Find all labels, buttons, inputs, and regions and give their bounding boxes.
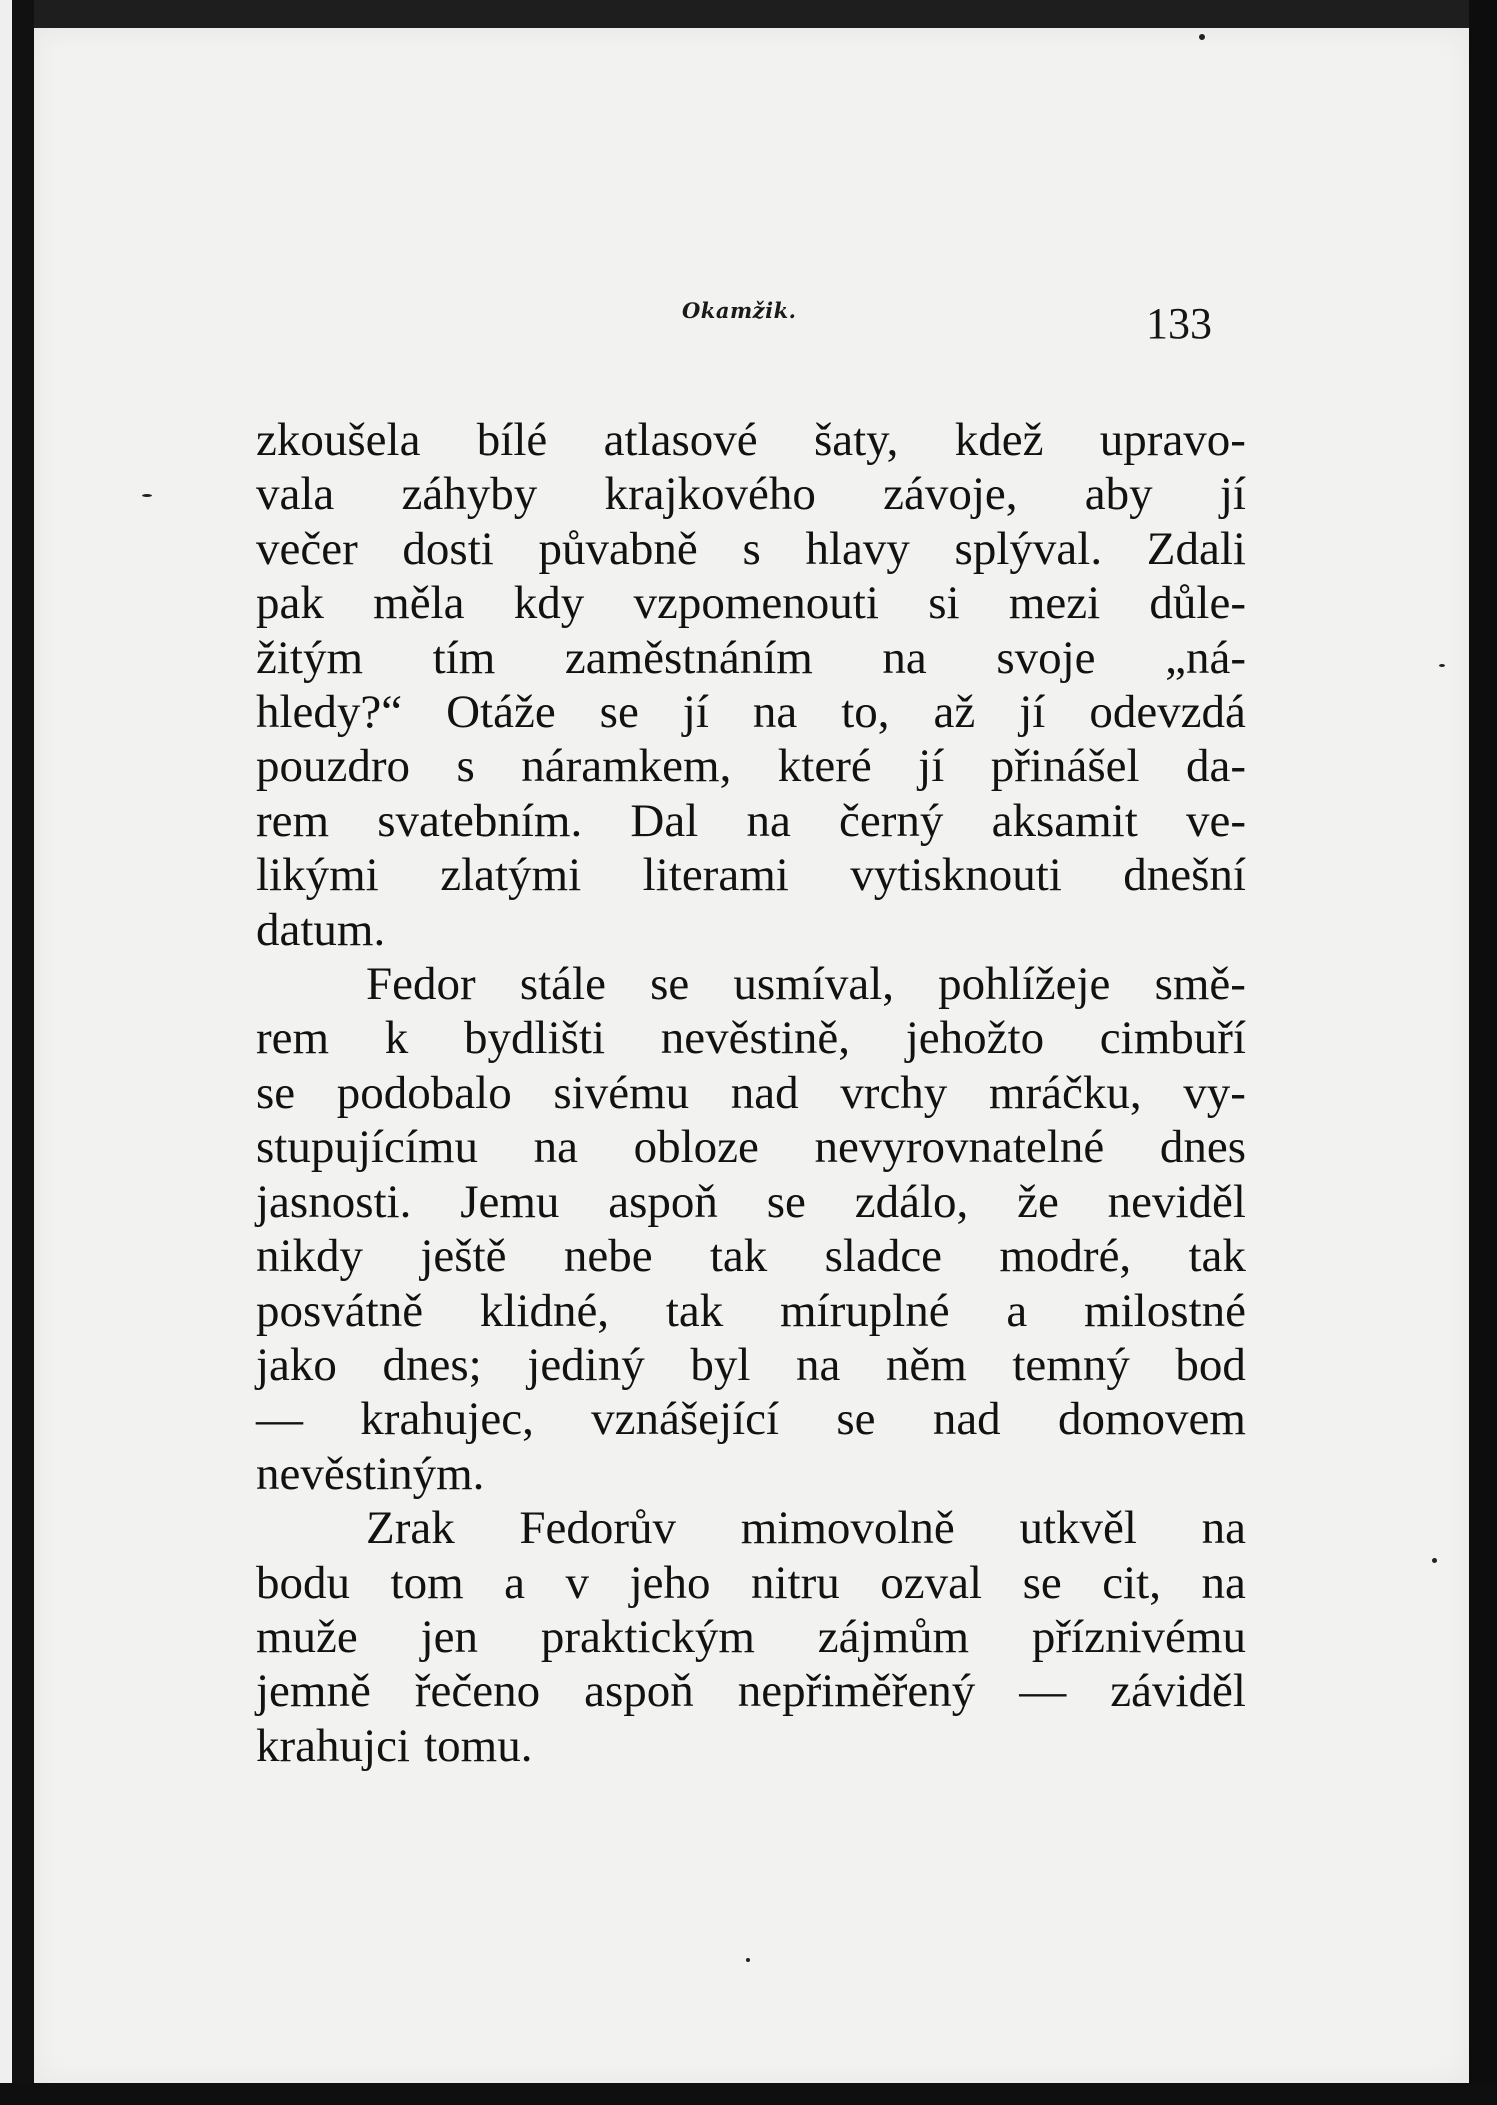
- word: klidné,: [479, 1284, 610, 1337]
- word: dosti: [402, 522, 494, 575]
- word: nevěstiným.: [256, 1447, 485, 1500]
- word: důle-: [1149, 577, 1246, 630]
- word: mimovolně: [740, 1502, 955, 1555]
- word: na: [746, 794, 791, 847]
- word: a: [1006, 1284, 1028, 1337]
- word: jí: [1219, 468, 1246, 521]
- word: až: [933, 686, 976, 739]
- word: jeho: [629, 1556, 711, 1609]
- word: tak: [665, 1284, 724, 1337]
- word: šaty,: [813, 414, 899, 466]
- text-line: [256, 631, 1246, 685]
- text-line: [256, 1011, 1246, 1065]
- word: náramkem,: [521, 740, 732, 793]
- word: vy-: [1183, 1066, 1246, 1119]
- word: bodu: [256, 1556, 350, 1609]
- word: půvabně: [538, 522, 698, 575]
- word: sivému: [553, 1066, 690, 1119]
- word: nad: [730, 1066, 799, 1119]
- word: krahujci: [256, 1719, 410, 1772]
- word: stále: [519, 958, 606, 1011]
- word: utkvěl: [1019, 1502, 1137, 1555]
- word: neviděl: [1107, 1175, 1246, 1228]
- word: vrchy: [840, 1066, 948, 1119]
- word: obloze: [633, 1121, 759, 1174]
- word: dnes: [1159, 1121, 1246, 1174]
- word: večer: [256, 522, 358, 575]
- word: ve-: [1185, 794, 1246, 847]
- word: ještě: [420, 1230, 507, 1283]
- word: smě-: [1154, 958, 1246, 1011]
- text-line: [256, 1447, 1246, 1501]
- word: muže: [256, 1610, 358, 1663]
- word: bílé: [476, 414, 548, 466]
- scan-edge-left: [0, 0, 12, 2105]
- word: řečeno: [414, 1665, 541, 1718]
- word: posvátně: [256, 1284, 424, 1337]
- text-line: [256, 1719, 1246, 1773]
- word: pouzdro: [256, 740, 411, 793]
- word: ozval: [880, 1556, 983, 1609]
- text-line: [256, 1610, 1246, 1664]
- word: tak: [1188, 1230, 1246, 1283]
- word: aksamit: [991, 794, 1138, 847]
- scan-speck: [746, 1958, 750, 1962]
- word: krajkového: [604, 468, 816, 521]
- word: nevěstině,: [660, 1012, 851, 1065]
- text-line: [256, 1392, 1246, 1446]
- word: přinášel: [990, 740, 1140, 793]
- scan-speck: [1439, 664, 1445, 667]
- word: Otáže: [446, 686, 556, 739]
- text-line: [256, 903, 1246, 957]
- word: zkoušela: [256, 414, 421, 466]
- word: usmíval,: [733, 958, 894, 1011]
- word: Dal: [630, 794, 699, 847]
- word: se: [766, 1175, 806, 1228]
- word: krahujec,: [360, 1393, 534, 1446]
- word: vala: [256, 468, 335, 521]
- word: hlavy: [805, 522, 910, 575]
- text-line: [256, 1338, 1246, 1392]
- word: se: [599, 686, 639, 739]
- word: na: [533, 1121, 578, 1174]
- word: bod: [1175, 1338, 1246, 1391]
- word: cit,: [1102, 1556, 1161, 1609]
- text-line: [256, 957, 1246, 1011]
- word: domovem: [1057, 1393, 1246, 1446]
- word: aspoň: [608, 1175, 718, 1228]
- word: to,: [841, 686, 890, 739]
- word: dnes;: [382, 1338, 482, 1391]
- word: dnešní: [1123, 849, 1246, 902]
- word: „ná-: [1165, 631, 1246, 684]
- word: míruplné: [779, 1284, 950, 1337]
- word: aspoň: [584, 1665, 694, 1718]
- word: jediný: [527, 1338, 645, 1391]
- text-line: [256, 1664, 1246, 1718]
- word: jehožto: [905, 1012, 1045, 1065]
- word: jemně: [256, 1665, 371, 1718]
- word: hledy?“: [256, 686, 403, 739]
- word: datum.: [256, 903, 386, 956]
- word: vznášející: [591, 1393, 780, 1446]
- text-line: [256, 576, 1246, 630]
- word: záhyby: [401, 468, 538, 521]
- word: Fedor: [366, 958, 476, 1011]
- word: byl: [690, 1338, 751, 1391]
- word: rem: [256, 1012, 330, 1065]
- word: milostné: [1084, 1284, 1246, 1337]
- word: měla: [373, 577, 465, 630]
- word: tomu.: [424, 1719, 533, 1772]
- scan-gutter-left: [12, 0, 34, 2105]
- scan-gutter-right: [1469, 0, 1497, 2105]
- scan-speck: [1199, 34, 1205, 40]
- word: svoje: [996, 631, 1096, 684]
- word: zlatými: [440, 849, 582, 902]
- text-line: [256, 1120, 1246, 1174]
- word: příznivému: [1031, 1610, 1246, 1663]
- word: aby: [1084, 468, 1153, 521]
- word: bydlišti: [464, 1012, 606, 1065]
- word: atlasové: [603, 414, 758, 466]
- text-line: [256, 1066, 1246, 1120]
- word: k: [384, 1012, 409, 1065]
- word: kdy: [513, 577, 585, 630]
- book-page: [34, 28, 1469, 2083]
- word: jí: [918, 740, 945, 793]
- word: odevzdá: [1089, 686, 1246, 739]
- word: nepřiměřený: [737, 1665, 976, 1718]
- scan-gutter-bottom: [0, 2083, 1497, 2105]
- word: v: [565, 1556, 590, 1609]
- word: že: [1017, 1175, 1059, 1228]
- word: upravo-: [1099, 414, 1246, 466]
- word: a: [504, 1556, 526, 1609]
- text-line: [256, 848, 1246, 902]
- word: Zdali: [1146, 522, 1246, 575]
- word: mráčku,: [988, 1066, 1142, 1119]
- word: jí: [682, 686, 709, 739]
- word: tím: [432, 631, 496, 684]
- word: cimbuří: [1099, 1012, 1246, 1065]
- word: Jemu: [460, 1175, 560, 1228]
- word: si: [928, 577, 960, 630]
- word: na: [1201, 1556, 1246, 1609]
- text-line: [256, 685, 1246, 739]
- word: svatebním.: [377, 794, 583, 847]
- word: jasnosti.: [256, 1175, 412, 1228]
- word: jen: [420, 1610, 479, 1663]
- word: s: [456, 740, 475, 793]
- text-line: [256, 1284, 1246, 1338]
- word: jako: [256, 1338, 337, 1391]
- text-line: [256, 413, 1246, 467]
- word: nad: [932, 1393, 1001, 1446]
- word: se: [650, 958, 690, 1011]
- word: nikdy: [256, 1230, 364, 1283]
- text-line: [256, 522, 1246, 576]
- word: se: [1022, 1556, 1062, 1609]
- scan-speck: [142, 494, 152, 497]
- word: na: [752, 686, 798, 739]
- word: tak: [709, 1230, 768, 1283]
- word: sladce: [824, 1230, 943, 1283]
- word: likými: [256, 849, 379, 902]
- word: nitru: [751, 1556, 840, 1609]
- word: zdálo,: [854, 1175, 969, 1228]
- word: zájmům: [817, 1610, 970, 1663]
- word: vytisknouti: [850, 849, 1062, 902]
- word: závoje,: [883, 468, 1018, 521]
- text-line: [256, 467, 1246, 521]
- running-head: Okamžik.: [682, 298, 797, 323]
- word: jí: [1019, 686, 1046, 739]
- word: —: [1019, 1665, 1067, 1718]
- word: mezi: [1008, 577, 1101, 630]
- word: Zrak: [366, 1502, 455, 1555]
- word: vzpomenouti: [633, 577, 879, 630]
- text-line: [256, 1175, 1246, 1229]
- word: kdež: [954, 414, 1044, 466]
- text-line: [256, 794, 1246, 848]
- word: praktickým: [540, 1610, 755, 1663]
- word: černý: [839, 794, 944, 847]
- word: rem: [256, 794, 330, 847]
- word: modré,: [999, 1230, 1132, 1283]
- word: da-: [1185, 740, 1246, 793]
- text-line: [256, 1229, 1246, 1283]
- body-text: [256, 413, 1246, 1773]
- word: podobalo: [336, 1066, 512, 1119]
- word: které: [777, 740, 872, 793]
- word: splýval.: [954, 522, 1103, 575]
- word: na: [795, 1338, 841, 1391]
- word: se: [256, 1066, 296, 1119]
- word: literami: [642, 849, 789, 902]
- word: na: [1201, 1502, 1246, 1555]
- word: se: [836, 1393, 876, 1446]
- text-line: [256, 1501, 1246, 1555]
- word: temný: [1012, 1338, 1130, 1391]
- word: stupujícímu: [256, 1121, 478, 1174]
- word: Fedorův: [519, 1502, 677, 1555]
- page-number: 133: [1146, 299, 1212, 348]
- word: zaměstnáním: [564, 631, 813, 684]
- word: pak: [256, 577, 324, 630]
- word: pohlížeje: [938, 958, 1111, 1011]
- word: nevyrovnatelné: [814, 1121, 1105, 1174]
- scan-speck: [1432, 1558, 1437, 1563]
- word: žitým: [256, 631, 364, 684]
- word: s: [742, 522, 761, 575]
- text-line: [256, 1556, 1246, 1610]
- word: na: [882, 631, 927, 684]
- text-line: [256, 739, 1246, 793]
- word: tom: [390, 1556, 464, 1609]
- word: něm: [885, 1338, 967, 1391]
- word: —: [256, 1393, 303, 1446]
- word: nebe: [563, 1230, 653, 1283]
- word: záviděl: [1110, 1665, 1246, 1718]
